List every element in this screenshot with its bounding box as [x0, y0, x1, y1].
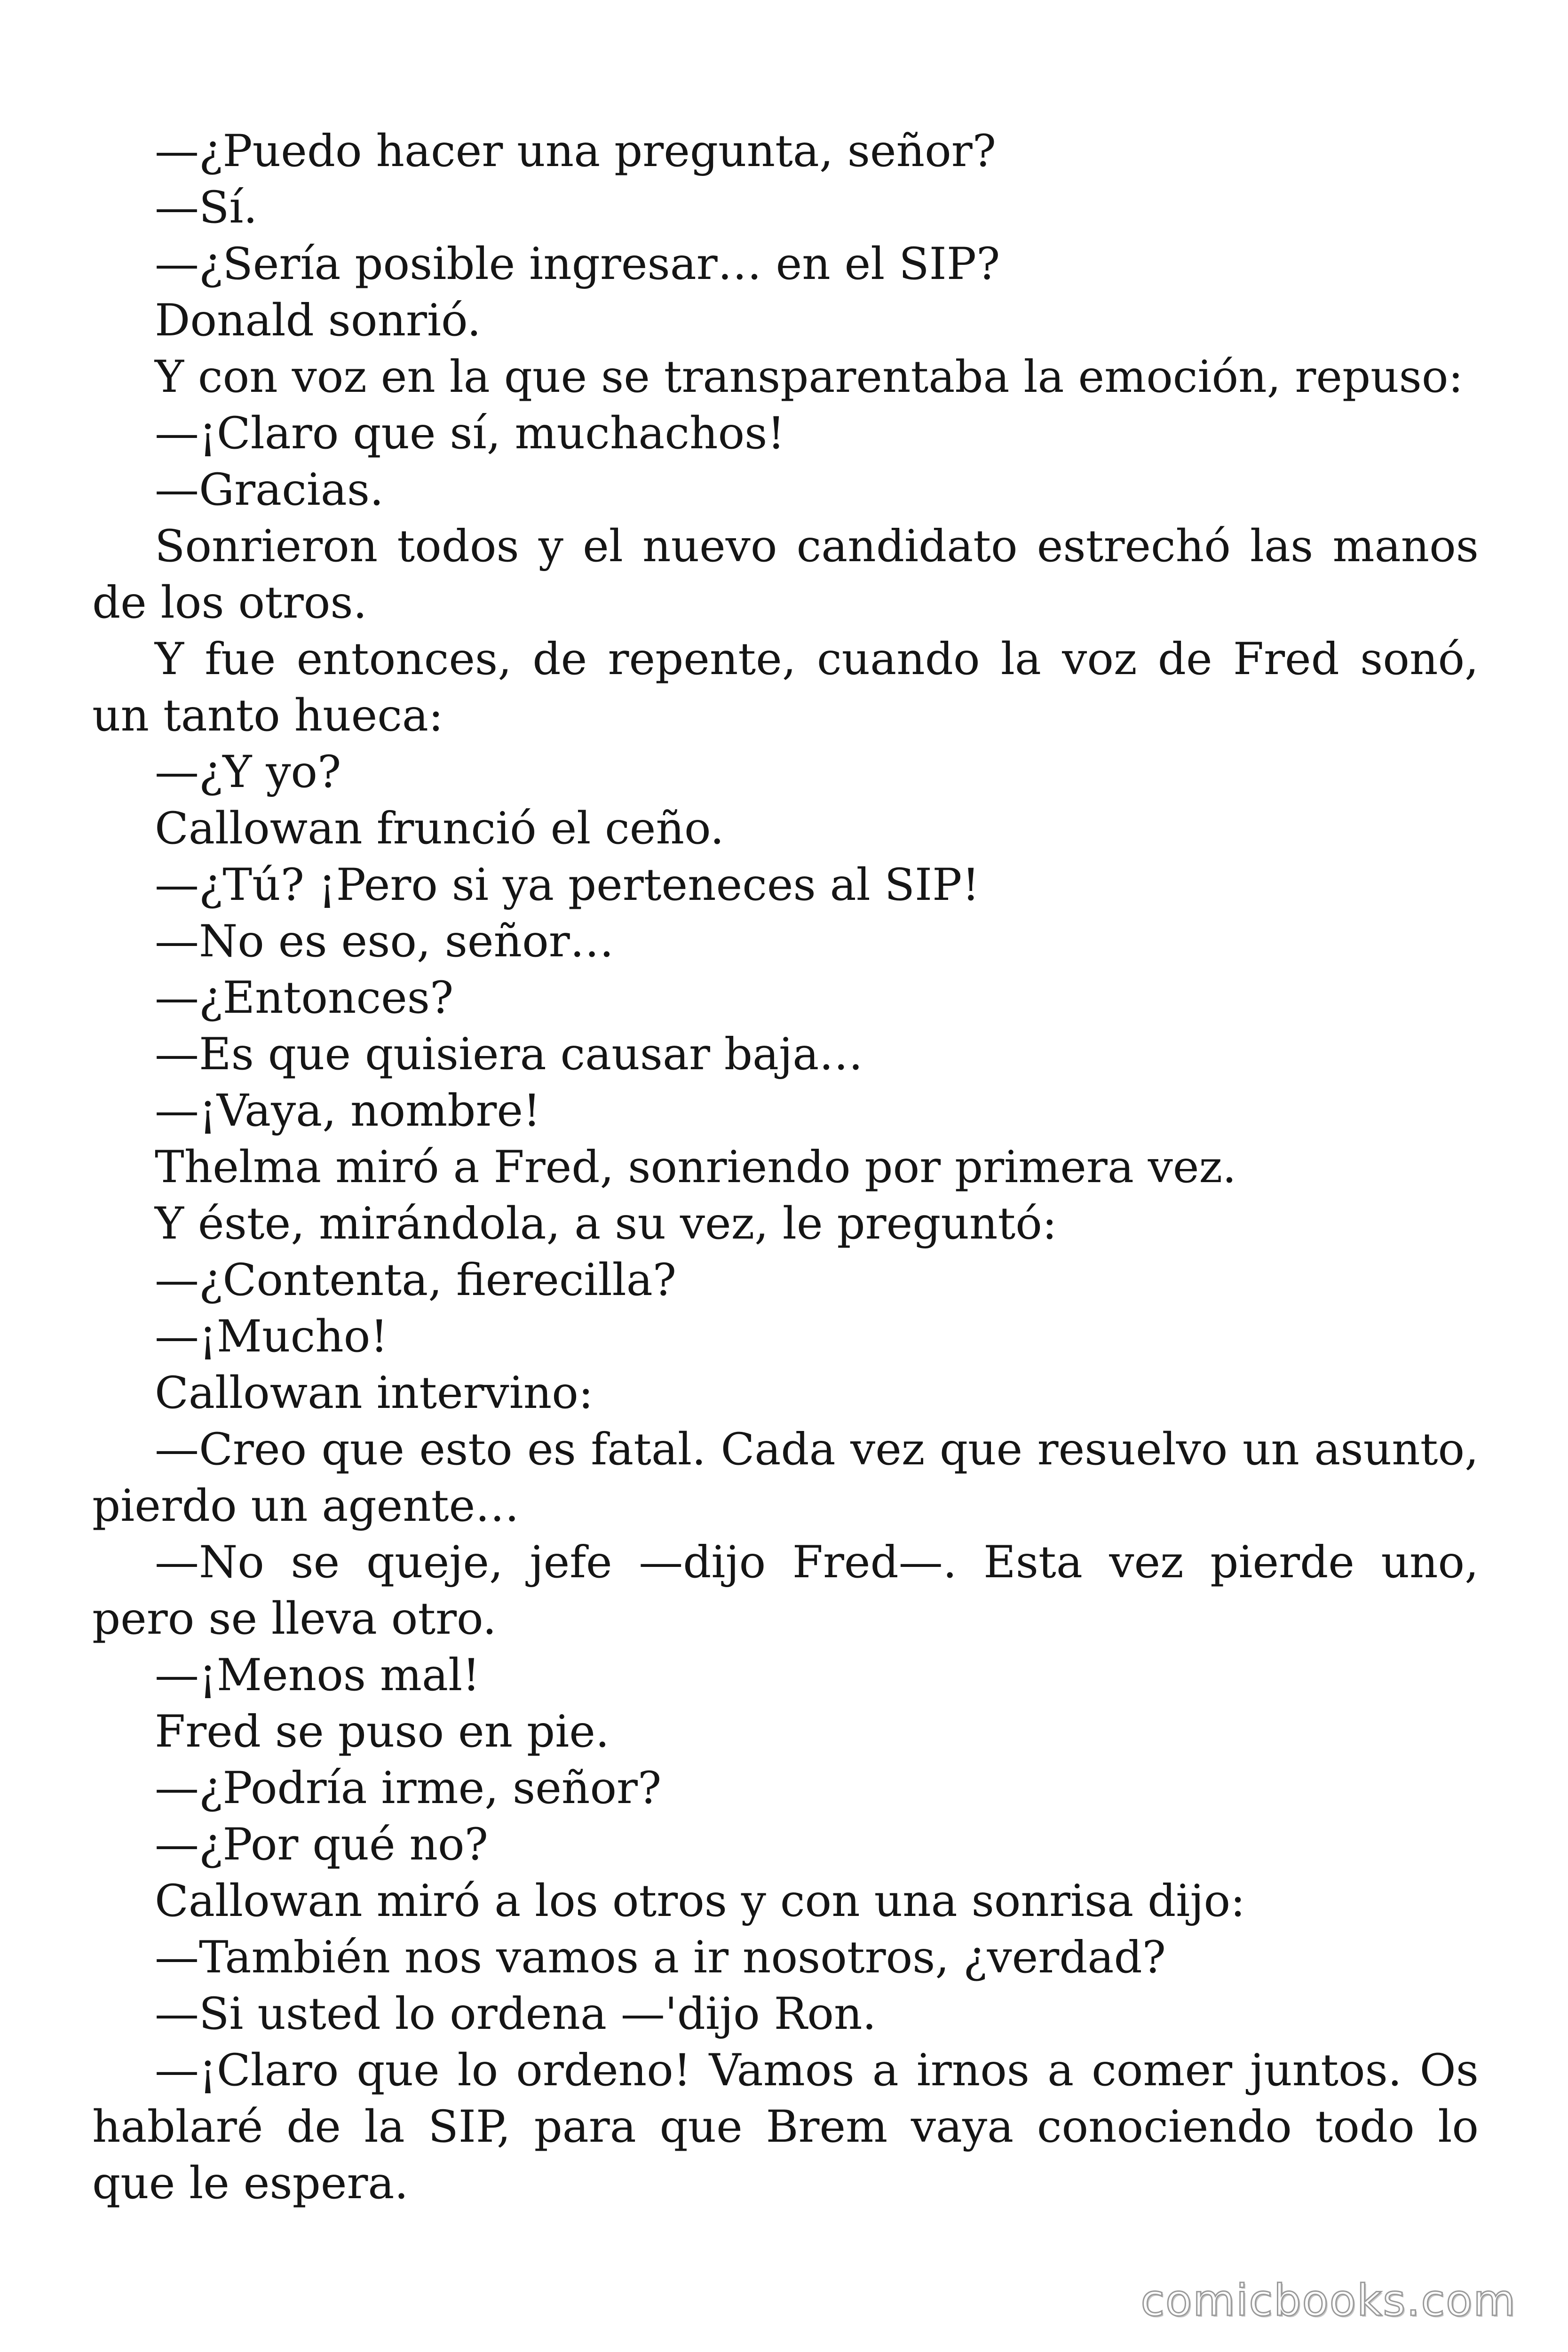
- paragraph: —Gracias.: [155, 464, 384, 516]
- paragraph: Sonrieron todos y el nuevo candidato estrechó las manos de los otros.: [92, 521, 1479, 628]
- paragraph: Y con voz en la que se transparentaba la emoción, repuso:: [155, 351, 1464, 403]
- watermark: comicbooks.com: [1140, 2275, 1516, 2326]
- paragraph: Fred se puso en pie.: [155, 1706, 610, 1757]
- paragraph: —¿Y yo?: [155, 747, 341, 798]
- paragraph: —¡Claro que lo ordeno! Vamos a irnos a comer juntos. Os hablaré de la SIP, para que Brem vaya conociendo todo lo que le espera.: [92, 2045, 1479, 2209]
- paragraph: Callowan miró a los otros y con una sonrisa dijo:: [155, 1875, 1245, 1927]
- paragraph: —Si usted lo ordena —'dijo Ron.: [155, 1988, 877, 2040]
- paragraph: —¡Mucho!: [155, 1311, 388, 1362]
- paragraph: —¡Menos mal!: [155, 1650, 480, 1701]
- paragraph: Callowan frunció el ceño.: [155, 803, 724, 854]
- paragraph: —¿Contenta, fierecilla?: [155, 1255, 677, 1306]
- paragraph: —¿Entonces?: [155, 972, 454, 1024]
- paragraph: Callowan intervino:: [155, 1367, 594, 1419]
- paragraph: —¿Puedo hacer una pregunta, señor?: [155, 126, 997, 177]
- paragraph: —También nos vamos a ir nosotros, ¿verdad?: [155, 1932, 1166, 1983]
- paragraph: Thelma miró a Fred, sonriendo por primera vez.: [155, 1142, 1236, 1193]
- paragraph: —No es eso, señor…: [155, 916, 614, 967]
- paragraph: Donald sonrió.: [155, 295, 481, 346]
- paragraph: Y fue entonces, de repente, cuando la voz de Fred sonó, un tanto hueca:: [92, 634, 1479, 741]
- page-body: [92, 123, 1479, 2212]
- paragraph: —¡Claro que sí, muchachos!: [155, 408, 785, 459]
- paragraph: —Creo que esto es fatal. Cada vez que resuelvo un asunto, pierdo un agente…: [92, 1424, 1479, 1532]
- paragraph: —¿Por qué no?: [155, 1819, 488, 1870]
- paragraph: —¿Sería posible ingresar… en el SIP?: [155, 238, 1000, 290]
- paragraph: —Es que quisiera causar baja…: [155, 1029, 863, 1080]
- paragraph: Y éste, mirándola, a su vez, le preguntó:: [155, 1198, 1057, 1249]
- paragraph: —No se queje, jefe —dijo Fred—. Esta vez pierde uno, pero se lleva otro.: [92, 1537, 1479, 1645]
- paragraph: —Sí.: [155, 182, 258, 233]
- paragraph: —¡Vaya, nombre!: [155, 1085, 541, 1136]
- paragraph: —¿Podría irme, señor?: [155, 1763, 662, 1814]
- paragraph: —¿Tú? ¡Pero si ya perteneces al SIP!: [155, 859, 980, 911]
